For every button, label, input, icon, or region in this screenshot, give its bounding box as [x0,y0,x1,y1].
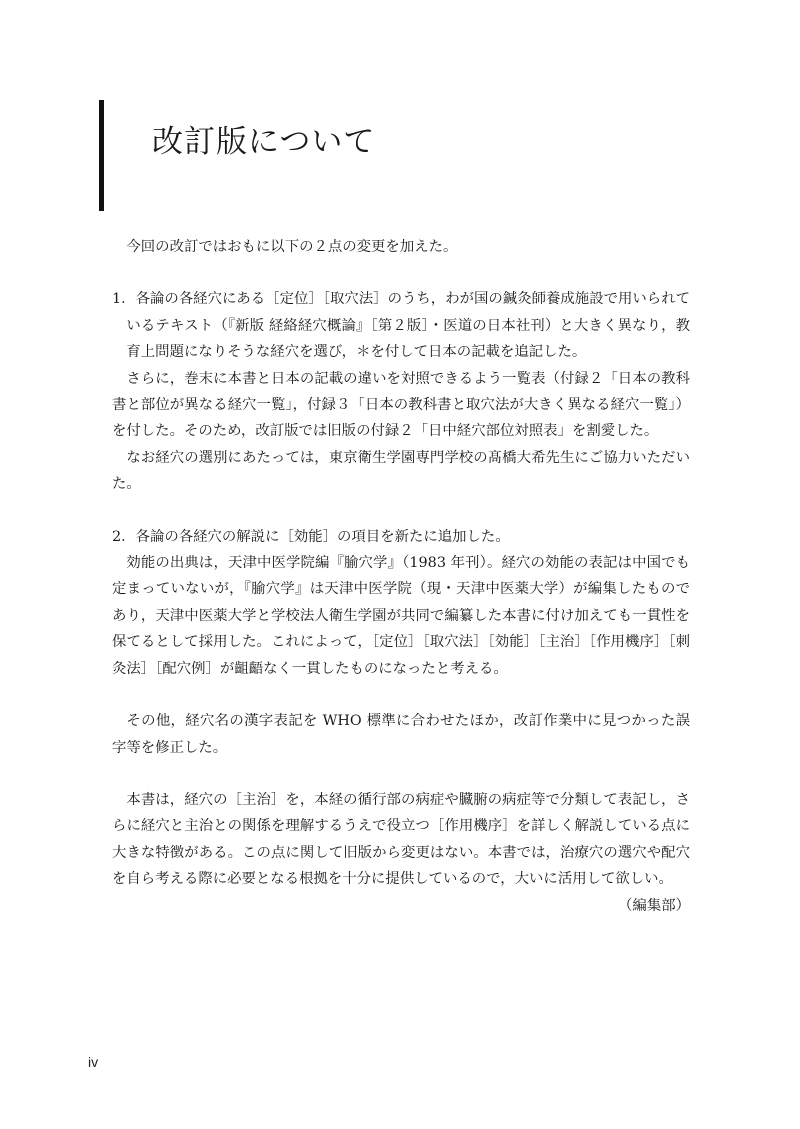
other-changes-paragraph: その他，経穴名の漢字表記を WHO 標準に合わせたほか，改訂作業中に見つかった誤字等を修正した。 [112,713,690,756]
list-marker: 2． [112,528,136,545]
page-number: iv [88,1054,99,1070]
spacer [112,498,690,524]
title-accent-bar [99,100,104,211]
spacer [112,761,690,787]
list-item-1-paragraph: なお経穴の選別にあたっては，東京衛生学園専門学校の髙橋大希先生にご協力いただいた。 [112,449,690,493]
spacer [112,682,690,708]
editor-credit: （編集部） [618,897,690,914]
list-marker: 1． [112,291,136,308]
closing-paragraph: 本書は，経穴の［主治］を，本経の循行部の病症や臓腑の病症等で分類して表記し，さらに経穴と主治との関係を理解するうえで役立つ［作用機序］を詳しく解説している点に大きな特徴がある。この点に関して旧版から変更はない。本書では，治療穴の選穴や配穴を自ら考える際に必要となる根拠を十分に提供しているので，大いに活用して欲しい。 [112,791,690,888]
list-item-text: 各論の各経穴にある［定位］［取穴法］のうち，わが国の鍼灸師養成施設で用いられているテキスト（『新版 経絡経穴概論』［第２版］・医道の日本社刊）と大きく異なり，教育上問題になりそうな経穴を選び，＊を付して日本の記載を追記した。 [126,291,691,361]
list-item-1-paragraph: さらに，巻末に本書と日本の記載の違いを対照できるよう一覧表（付録２「日本の教科書と部位が異なる経穴一覧」，付録３「日本の教科書と取穴法が大きく異なる経穴一覧」）を付した。そのため，改訂版では旧版の付録２「日中経穴部位対照表」を割愛した。 [112,370,690,440]
list-item-2 [112,524,690,550]
list-item-1 [112,286,690,365]
body-text [112,234,690,919]
intro-paragraph: 今回の改訂ではおもに以下の２点の変更を加えた。 [126,239,458,255]
list-item-text: 各論の各経穴の解説に［効能］の項目を新たに追加した。 [135,528,510,545]
list-item-2-paragraph: 効能の出典は，天津中医学院編『腧穴学』（1983 年刊）。経穴の効能の表記は中国でも定まっていないが，『腧穴学』は天津中医学院（現・天津中医薬大学）が編集したものであり，天津中医薬大学と学校法人衛生学園が共同で編纂した本書に付け加えても一貫性を保てるとして採用した。これによって，［定位］［取穴法］［効能］［主治］［作用機序］［刺灸法］［配穴例］が齟齬なく一貫したものになったと考える。 [112,555,690,677]
page-title: 改訂版について [152,124,376,160]
spacer [112,260,690,286]
